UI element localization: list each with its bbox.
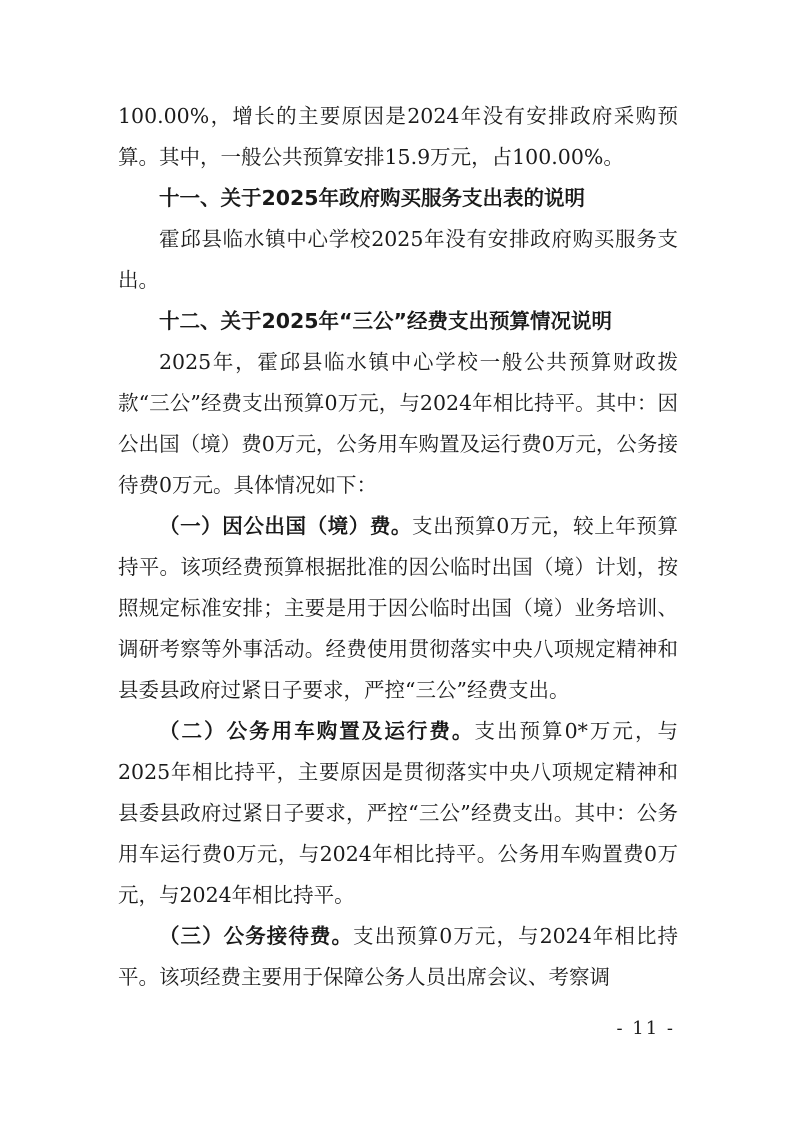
subsection-title-official-vehicles: （二）公务用车购置及运行费。 [159,719,475,743]
section-heading-12: 十二、关于2025年“三公”经费支出预算情况说明 [159,309,613,333]
page-number: - 11 - [616,1018,675,1039]
subsection-title-official-reception: （三）公务接待费。 [159,924,354,948]
paragraph-official-vehicles [118,711,678,916]
section-heading-11: 十一、关于2025年政府购买服务支出表的说明 [159,186,586,210]
subsection-body-official-vehicles: 支出预算0*万元，与2025年相比持平，主要原因是贯彻落实中央八项规定精神和县委县政府过紧日子要求，严控“三公”经费支出。其中：公务用车运行费0万元，与2024年相比持平。公务用车购置费0万元，与2024年相比持平。 [118,719,679,907]
subsection-body-official-reception: 支出预算0万元，与2024年相比持平。该项经费主要用于保障公务人员出席会议、考察调 [118,924,679,989]
paragraph-overseas-travel [118,506,678,711]
document-body [118,96,678,998]
subsection-body-overseas-travel: 支出预算0万元，较上年预算持平。该项经费预算根据批准的因公临时出国（境）计划，按照规定标准安排；主要是用于因公临时出国（境）业务培训、调研考察等外事活动。经费使用贯彻落实中央八项规定精神和县委县政府过紧日子要求，严控“三公”经费支出。 [118,514,679,702]
paragraph-official-reception [118,916,678,998]
subsection-title-overseas-travel: （一）因公出国（境）费。 [159,514,412,538]
paragraph-purchase-services: 霍邱县临水镇中心学校2025年没有安排政府购买服务支出。 [118,227,678,292]
paragraph-procurement-continued: 100.00%，增长的主要原因是2024年没有安排政府采购预算。其中，一般公共预算安排15.9万元，占100.00%。 [118,104,678,169]
paragraph-three-public-summary: 2025年，霍邱县临水镇中心学校一般公共预算财政拨款“三公”经费支出预算0万元，与2024年相比持平。其中：因公出国（境）费0万元，公务用车购置及运行费0万元，公务接待费0万元。具体情况如下： [118,350,678,497]
